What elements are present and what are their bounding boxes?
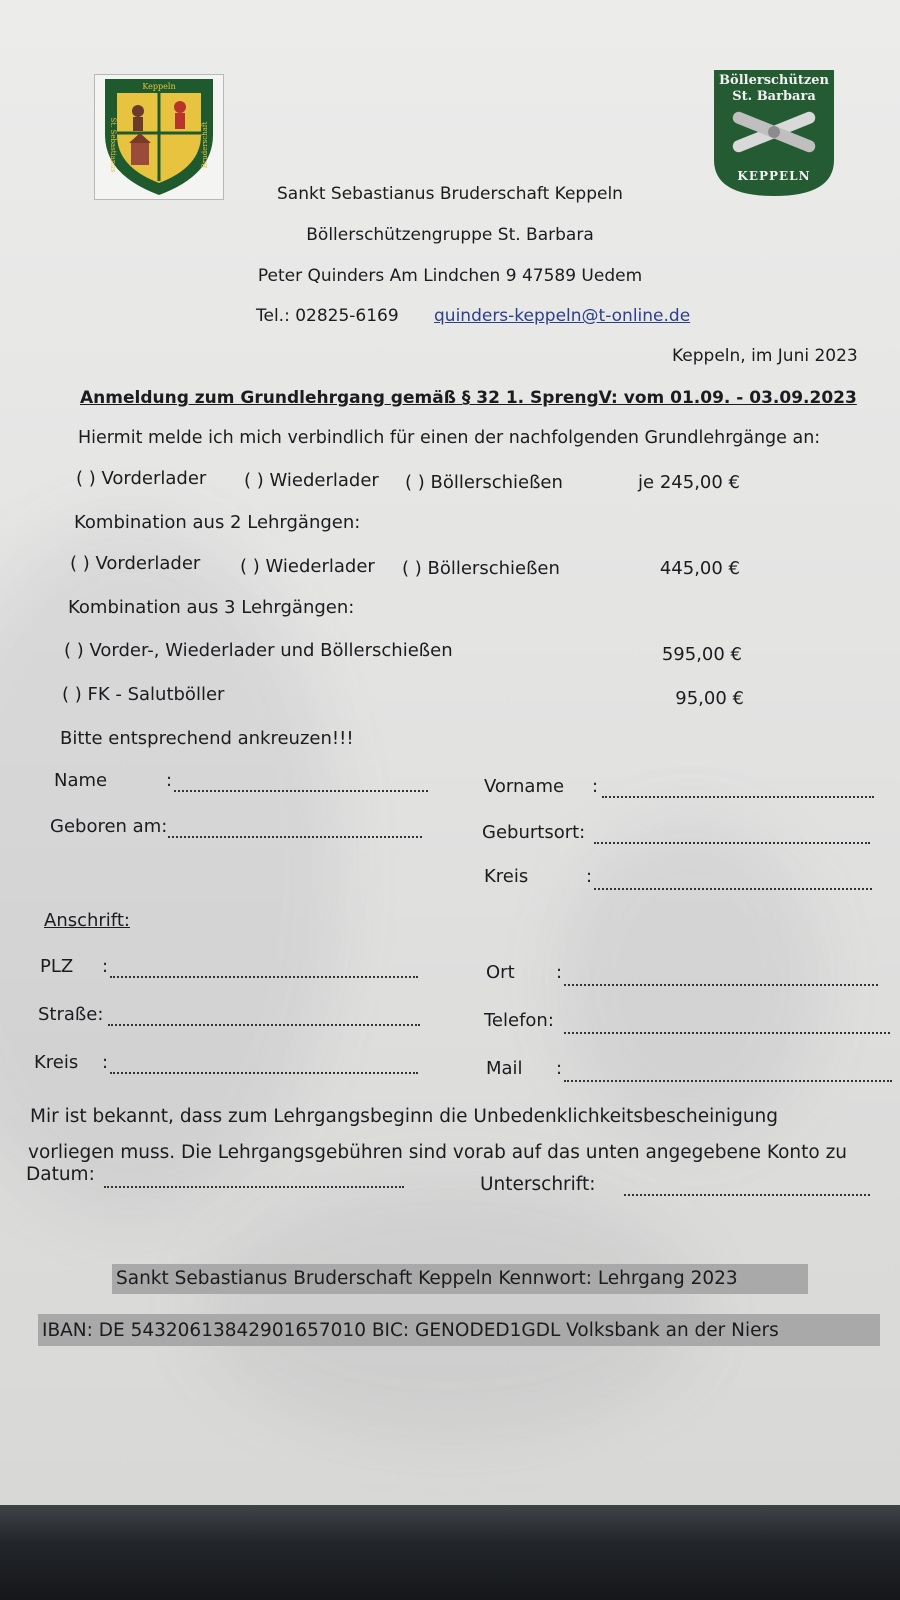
- vorname-colon: :: [592, 776, 599, 797]
- telefon-field[interactable]: [564, 1032, 890, 1034]
- vorname-label: Vorname: [484, 776, 565, 797]
- org-name: Sankt Sebastianus Bruderschaft Keppeln: [277, 184, 623, 204]
- boellerschuetzen-logo: [712, 68, 836, 198]
- phone: Tel.: 02825-6169: [256, 306, 399, 326]
- plz-field[interactable]: [110, 976, 418, 978]
- price-single: je 245,00 €: [638, 472, 740, 493]
- ort-label: Ort: [486, 962, 515, 983]
- right-logo-line2: St. Barbara: [732, 89, 816, 104]
- kreis-colon-1: :: [586, 866, 593, 887]
- name-field[interactable]: [174, 790, 428, 792]
- geburtsort-label: Geburtsort:: [482, 822, 586, 843]
- group-name: Böllerschützengruppe St. Barbara: [306, 225, 594, 245]
- notice-line1: Mir ist bekannt, dass zum Lehrgangsbeginn die Unbedenklichkeitsbescheinigung: [30, 1106, 779, 1127]
- opt-wiederlader-1[interactable]: ( ) Wiederlader: [244, 470, 379, 491]
- shadow: [200, 1180, 700, 1440]
- kreis-field-1[interactable]: [594, 888, 872, 890]
- email-link[interactable]: quinders-keppeln@t-online.de: [434, 306, 691, 326]
- opt-boellerschiessen-1[interactable]: ( ) Böllerschießen: [405, 472, 563, 493]
- strasse-field[interactable]: [108, 1024, 420, 1026]
- unterschrift-label: Unterschrift:: [480, 1174, 596, 1195]
- opt-fk-salutboeller[interactable]: ( ) FK - Salutböller: [62, 684, 225, 705]
- opt-alle-drei[interactable]: ( ) Vorder-, Wiederlader und Böllerschießen: [64, 640, 453, 661]
- anschrift-heading: Anschrift:: [44, 910, 130, 931]
- opt-boellerschiessen-2[interactable]: ( ) Böllerschießen: [402, 558, 560, 579]
- datum-field[interactable]: [104, 1186, 404, 1188]
- left-logo-frame: [94, 74, 224, 200]
- kreis-label-1: Kreis: [484, 866, 529, 887]
- plz-colon: :: [102, 956, 109, 977]
- kreis-colon-2: :: [102, 1052, 109, 1073]
- geburtsort-field[interactable]: [594, 842, 870, 844]
- bank-line1: Sankt Sebastianus Bruderschaft Keppeln Kennwort: Lehrgang 2023: [116, 1268, 738, 1289]
- shadow: [560, 820, 820, 1140]
- tick-note: Bitte entsprechend ankreuzen!!!: [60, 728, 354, 749]
- price-combo2: 445,00 €: [659, 558, 740, 579]
- name-label: Name: [54, 770, 108, 791]
- mail-label: Mail: [486, 1058, 523, 1079]
- bank-line2: IBAN: DE 54320613842901657010 BIC: GENODED1GDL Volksbank an der Niers: [42, 1320, 779, 1341]
- notice-line2: vorliegen muss. Die Lehrgangsgebühren sind vorab auf das unten angegebene Konto zu: [28, 1142, 848, 1163]
- geboren-label: Geboren am:: [50, 816, 168, 837]
- left-logo-side-a: St. Sebastianus: [109, 117, 117, 173]
- bruderschaft-logo: [95, 75, 223, 199]
- intro-text: Hiermit melde ich mich verbindlich für einen der nachfolgenden Grundlehrgänge an:: [78, 428, 821, 448]
- price-salutboeller: 95,00 €: [675, 688, 744, 709]
- form-title: Anmeldung zum Grundlehrgang gemäß § 32 1. SprengV: vom 01.09. - 03.09.2023: [80, 388, 857, 408]
- datum-label: Datum:: [26, 1164, 95, 1185]
- geboren-field[interactable]: [168, 836, 422, 838]
- plz-label: PLZ: [40, 956, 74, 977]
- mail-colon: :: [556, 1058, 563, 1079]
- telefon-label: Telefon:: [484, 1010, 554, 1031]
- opt-wiederlader-2[interactable]: ( ) Wiederlader: [240, 556, 375, 577]
- left-logo-side-b: Bruderschaft: [201, 121, 209, 169]
- mail-field[interactable]: [564, 1080, 892, 1082]
- right-logo-bottom: KEPPELN: [737, 169, 811, 183]
- right-logo-line1: Böllerschützen: [719, 73, 829, 88]
- ort-colon: :: [556, 962, 563, 983]
- kreis-field-2[interactable]: [110, 1072, 418, 1074]
- vorname-field[interactable]: [602, 796, 874, 798]
- address: Peter Quinders Am Lindchen 9 47589 Uedem: [257, 266, 643, 286]
- price-combo3: 595,00 €: [661, 644, 742, 665]
- table-surface: [0, 1505, 900, 1600]
- opt-vorderlader-2[interactable]: ( ) Vorderlader: [70, 553, 201, 574]
- left-logo-top-text: Keppeln: [142, 82, 176, 91]
- combo3-label: Kombination aus 3 Lehrgängen:: [68, 597, 355, 618]
- place-date: Keppeln, im Juni 2023: [672, 346, 858, 366]
- unterschrift-field[interactable]: [624, 1194, 870, 1196]
- opt-vorderlader-1[interactable]: ( ) Vorderlader: [76, 468, 207, 489]
- ort-field[interactable]: [564, 984, 878, 986]
- combo2-label: Kombination aus 2 Lehrgängen:: [74, 512, 361, 533]
- kreis-label-2: Kreis: [34, 1052, 79, 1073]
- name-colon: :: [166, 770, 173, 791]
- strasse-label: Straße:: [38, 1004, 104, 1025]
